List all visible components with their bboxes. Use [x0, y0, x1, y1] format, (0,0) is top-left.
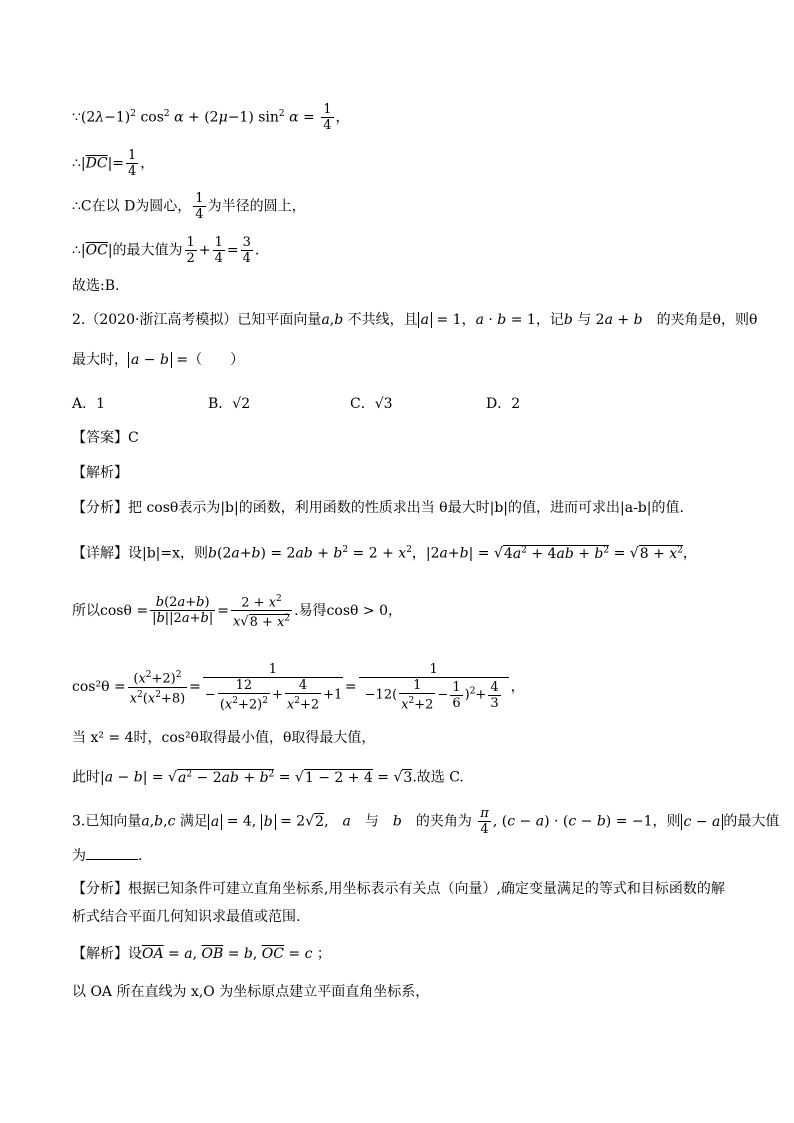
jiexi-label: 【解析】	[72, 465, 128, 481]
solution-line-1: $\because(2\lambda-1)^2$ $\cos^2 \alpha + (2\mu-1)$ $\sin^2 \alpha$ = $\frac{1}{4}$ ，	[72, 102, 350, 133]
vector-dc: $\overline{DC}$	[85, 155, 108, 172]
then-line: 此时$|a - b| = √a^2 - 2ab + b^2 = √1 - 2 + 4 = √3$.故选 C.	[72, 769, 464, 786]
coordinate-line: 以 OA 所在直线为 x,O 为坐标原点建立平面直角坐标系，	[72, 984, 430, 1000]
option-c: C．√3	[350, 396, 393, 412]
question-2-line-2: 最大时， a − b =（ ）	[72, 352, 245, 368]
option-d: D．2	[486, 396, 521, 412]
question-3-line-2: 为 .	[72, 848, 143, 864]
vector-oc: $\overline{OC}$	[85, 242, 108, 259]
option-a: A．1	[72, 396, 106, 412]
answer-choice-b: 故选:B.	[72, 278, 120, 294]
solution-line-4: $\therefore|\overline{OC}|$的最大值为 $\frac{1}{2}$ + $\frac{1}{4}$ = $\frac{3}{4}$ .	[72, 235, 260, 266]
when-line: 当 x² = 4时，cos²θ取得最小值，θ取得最大值，	[72, 730, 376, 746]
fraction: $\frac{1}{4}$	[128, 148, 137, 179]
jiexi-q3: 【解析】设$\overline{OA} = a$, $\overline{OB} = b$, $\overline{OC} = c$ ；	[72, 946, 331, 962]
question-3-line-1: 3.已知向量a,b,c 满足 a = 4, b = 2√2, a 与 b 的夹角为 $\frac{\pi}{4}$ , (c − a) · (c − b) = −1，则 c − a 的最大值	[72, 806, 780, 837]
cos-line: 所以cosθ = $\frac{b(2a+b)}{|b||2a+b|}$ = $\frac{2 + x^2}{x√8 + x^2}$ .易得cosθ > 0，	[72, 594, 402, 630]
analysis-text-q3-2: 析式结合平面几何知识求最值或范围.	[72, 909, 301, 925]
answer-blank	[86, 859, 138, 860]
answer-label: 【答案】C	[72, 430, 139, 446]
fraction: $\frac{1}{4}$	[195, 191, 204, 222]
analysis-text: 【分析】把 cosθ表示为|b|的函数，利用函数的性质求出当 θ最大时|b|的值，进而可求出|a-b|的值.	[72, 500, 684, 516]
fraction: $\frac{1}{4}$	[323, 102, 332, 133]
option-b: B．√2	[208, 396, 251, 412]
because-symbol: ∵	[72, 109, 81, 126]
solution-line-2: $\therefore|\overline{DC}|=$ $\frac{1}{4}$ ，	[72, 148, 155, 179]
analysis-text-q3: 【分析】根据已知条件可建立直角坐标系,用坐标表示有关点（向量）,确定变量满足的等式和目标函数的解	[72, 881, 725, 897]
solution-line-3: ∴C在以 D为圆心， $\frac{1}{4}$ 为半径的圆上，	[72, 191, 306, 222]
detail-line: 【详解】设|b|=x，则$b(2a+b) = 2ab + b^2 = 2 + x^2$，$|2a+b| = √4a^2 + 4ab + b^2 = √8 + x^2$，	[72, 545, 697, 562]
cos-squared-line: cos²θ = $\frac{(x^2+2)^2}{x^2(x^2+8)}$ = 1 − $\frac{12}{(x^2+2)^2}$ + $\frac{4}{x^2+2}$ +1 = 1 −12( $\frac{1}{x^2+2}$ − $\frac{1}{6}$ )$^2$+ $\frac{4}{3}$ ，	[72, 662, 525, 713]
question-2-line-1: 2.（2020·浙江高考模拟）已知平面向量a,b 不共线，且 a = 1，a · b = 1，记b 与 2a + b 的夹角是θ，则θ	[72, 312, 758, 328]
